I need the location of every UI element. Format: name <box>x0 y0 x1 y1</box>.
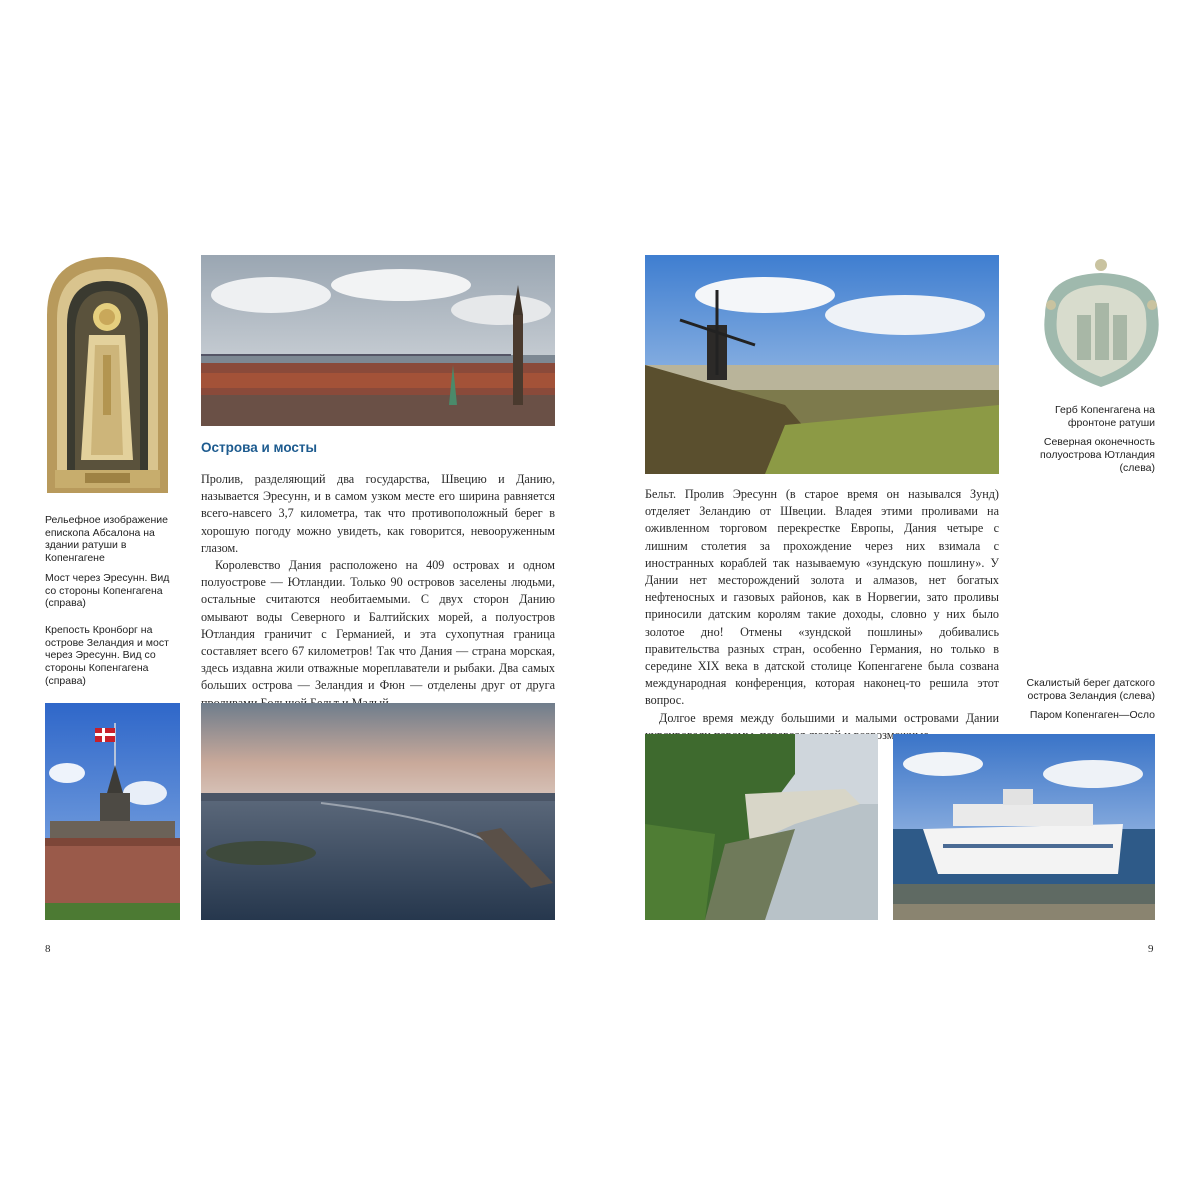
caption-oresund-bridge: Мост через Эресунн. Вид со стороны Копенгагена (справа) <box>45 571 170 610</box>
copenhagen-oresund-bridge-photo <box>201 255 555 426</box>
jutland-windmill-photo <box>645 255 999 474</box>
caption-ferry: Паром Копенгаген—Осло <box>1029 709 1155 722</box>
absalon-relief-photo <box>45 255 170 495</box>
zealand-cliffs-photo <box>645 734 878 920</box>
right-body-text <box>645 486 999 744</box>
copenhagen-oslo-ferry-photo <box>893 734 1155 920</box>
caption-kronborg: Крепость Кронборг на острове Зеландия и мост через Эресунн. Вид со стороны Копенгагена (справа) <box>45 623 169 687</box>
left-body-paragraph-2: Королевство Дания расположено на 409 островах и одном полуострове — Ютландии. Только 90 островов заселены людьми, остальные считаются необитаемыми. С двух сторон Данию омывают воды Северного и Балтийских морей, а полуостров Ютландия граничит с Германией, и эта сухопутная граница составляет всего 67 километров! Так что Дания — страна морская, здесь издавна жили отважные мореплаватели и рыбаки. Два самых больших острова — Зеландия и Фюн — отделены друг от друга <box>201 558 555 693</box>
caption-absalon: Рельефное изображение епископа Абсалона на здании ратуши в Копенгагене <box>45 514 168 565</box>
right-top-captions <box>1015 404 1155 482</box>
section-heading: Острова и мосты <box>201 440 318 455</box>
copenhagen-coat-of-arms-photo <box>1035 255 1168 390</box>
right-body-paragraph-1: Бельт. Пролив Эресунн (в старое время он назывался Зунд) отделяет Зеландию от Швеции. Владея этими проливами на оживленном торговом перекрестке Европы, Дания четыре с лишним столетия за прохождение через них взимала с иностранных кораблей так называемую «зундскую пошлину». У Дании нет месторождений золота и алмазов, нет богатых нефтеносных и газовых районов, как в Норвегии, зато проливы приносили датским королям такие доходы, словно у них было золотое дно! Отмены «зундской пошлины» добивались правительства разных стран, особенно Германия, но только в середине XIX века в датской столице Копенгагене была созвана международная конференция, которая наконец-то решила этот вопрос. <box>645 487 999 708</box>
caption-jutland-tip: Северная оконечность полуострова Ютландия (слева) <box>1040 436 1155 474</box>
caption-coat-of-arms: Герб Копенгагена на фронтоне ратуши <box>1055 404 1155 429</box>
caption-zealand-cliffs: Скалистый берег датского острова Зеландия (слева) <box>1026 677 1155 702</box>
left-body-paragraph-1: Пролив, разделяющий два государства, Швецию и Данию, называется Эресунн, и в самом узком месте его ширина равняется всего-навсего 3,7 километра, так что противоположный берег в хорошую погоду можно увидеть, как говорится, невооруженным глазом. <box>201 472 555 555</box>
page-number-left: 8 <box>45 943 51 955</box>
oresund-bridge-aerial-photo <box>201 703 555 920</box>
page-number-right: 9 <box>1148 943 1154 955</box>
left-captions <box>45 514 170 694</box>
right-bottom-captions <box>1015 677 1155 729</box>
kronborg-castle-photo <box>45 703 180 920</box>
right-body-paragraph-2: Долгое время между большими и малыми островами Дании всевозможные <box>659 710 999 742</box>
left-body-text <box>201 471 555 712</box>
